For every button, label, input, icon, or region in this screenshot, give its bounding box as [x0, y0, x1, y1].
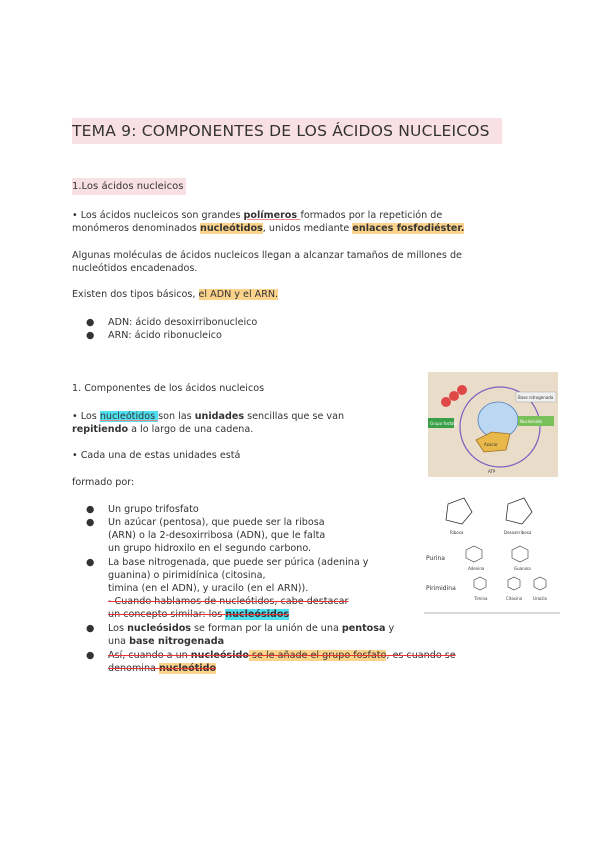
list-item-text: (ARN) o la 2-desoxirribosa (ADN), que le falta	[108, 530, 326, 541]
document-page: TEMA 9: COMPONENTES DE LOS ÁCIDOS NUCLEICOS 1.Los ácidos nucleicos • Los ácidos nucleicos son grandes polímeros formados por la repetición de monómeros denominados nucleótidos, unidos mediante enlaces fosfodiéster. Algunas moléculas de ácidos nucleicos llegan a alcanzar tamaños de millones de nucleótidos encadenados. Existen dos tipos básicos, el ADN y el ARN. ● ADN: ácido desoxirribonucleico ● ARN: ácido ribonucleico 1. Componentes de los ácidos nucleicos • Los nucleótidos son las unidades sencillas que se van repitiendo a lo largo de una cadena. • Cada una de estas unidades está formado por: ● Un grupo trifosfato ● Un azúcar (pentosa), que puede ser la ribosa (ARN) o la 2-desoxirribosa (ADN), que le falta un grupo hidroxilo en el segundo carbono. ● La base nitrogenada, que puede ser púrica (adenina y guanina) o pirimidínica (citosina, timina (en el ADN), y uracilo (en el ARN)). - Cuando hablamos de nucleótidos, cabe destacar un concepto similar: los nucleósidos ● Los nucleósidos se forman por la unión de una pentosa y una base nitrogenada ● Así, cuando a un nucleósido se le añade el grupo fosfato, es cuando se denomina nucleótido Grupo fosfato Nucleósido Base nitrogenada Azúcar ATP Ribosa Desoxirribosa Purina Pirimidina Adenina Guanina Timina Citosina Uracilo	[0, 0, 600, 848]
page-title: TEMA 9: COMPONENTES DE LOS ÁCIDOS NUCLEICOS	[72, 118, 502, 144]
figure-label: Desoxirribosa	[504, 530, 532, 535]
section-heading-1: 1.Los ácidos nucleicos	[72, 178, 186, 195]
text-run: y	[385, 623, 395, 634]
text-run: Existen dos tipos básicos,	[72, 289, 199, 300]
list-item-text: timina (en el ADN), y uracilo (en el ARN)).	[108, 583, 309, 594]
list-item-text: un grupo hidroxilo en el segundo carbono.	[108, 543, 312, 554]
figure-label: Uracilo	[533, 596, 547, 601]
text-run: formados por la repetición de	[300, 210, 443, 221]
text-run: se forman por la unión de una	[191, 623, 342, 634]
text-run: son las	[158, 411, 195, 422]
struck-text: Así, cuando a un	[108, 650, 191, 661]
paragraph-line	[72, 288, 278, 301]
figure-label: Base nitrogenada	[518, 395, 554, 400]
figure-label: Purina	[426, 555, 445, 562]
paragraph-line	[72, 423, 253, 436]
highlight-nucleotidos: nucleótidos	[199, 223, 263, 234]
figure-label: Ribosa	[450, 530, 464, 535]
list-item-text: guanina) o pirimidínica (citosina,	[108, 570, 266, 581]
list-item-text: Un azúcar (pentosa), que puede ser la ribosa	[108, 517, 325, 528]
text-run: • Los ácidos nucleicos son grandes	[72, 210, 244, 221]
figure-label: Timina	[474, 596, 488, 601]
text-run: sencillas que se van	[244, 411, 345, 422]
phosphate-icon	[457, 385, 467, 395]
text-run: una	[108, 636, 130, 647]
phosphate-icon	[441, 397, 451, 407]
highlight-adn-arn: el ADN y el ARN.	[198, 289, 279, 300]
sugars-bases-diagram	[424, 488, 560, 614]
figure-label: Grupo fosfato	[430, 421, 458, 426]
paragraph-line: • Cada una de estas unidades está	[72, 450, 241, 461]
highlight-nucleosidos: nucleósidos	[225, 609, 290, 620]
struck-text: denomina	[108, 663, 159, 674]
highlight-nucleotido: nucleótido	[158, 663, 217, 674]
bold-repitiendo: repitiendo	[72, 424, 129, 435]
bold-nucleosido: nucleósido	[190, 650, 249, 661]
figure-label: Adenina	[468, 566, 485, 571]
paragraph-line	[72, 410, 344, 423]
section-heading-2: 1. Componentes de los ácidos nucleicos	[72, 383, 265, 394]
list-item-text: ADN: ácido desoxirribonucleico	[108, 317, 258, 328]
figure-label: Guanina	[514, 566, 531, 571]
highlight-polimeros: polímeros	[243, 210, 301, 221]
text-run: , unidos mediante	[262, 223, 353, 234]
bold-nucleosidos: nucleósidos	[127, 623, 191, 634]
paragraph-line	[72, 209, 442, 222]
bold-unidades: unidades	[194, 411, 245, 422]
highlight-nucleotidos: nucleótidos	[99, 411, 159, 422]
list-item-text: Un grupo trifosfato	[108, 504, 199, 515]
figure-label: Azúcar	[484, 442, 498, 447]
text-run: monómeros denominados	[72, 223, 200, 234]
text-run: a lo largo de una cadena.	[128, 424, 254, 435]
figure-label: Citosina	[506, 596, 523, 601]
bold-base-nitrogenada: base nitrogenada	[129, 636, 225, 647]
figure-label: ATP	[488, 469, 496, 474]
paragraph-line: formado por:	[72, 477, 135, 488]
phosphate-icon	[449, 391, 459, 401]
struck-text: un concepto similar: los	[108, 609, 226, 620]
paragraph-line	[72, 222, 464, 235]
list-item-text: ARN: ácido ribonucleico	[108, 330, 222, 341]
figure-label: Nucleósido	[520, 419, 542, 424]
paragraph-line: nucleótidos encadenados.	[72, 263, 198, 274]
paragraph-line: Algunas moléculas de ácidos nucleicos llegan a alcanzar tamaños de millones de	[72, 250, 462, 261]
highlight-grupo-fosfato: se le añade el grupo fosfato	[249, 650, 387, 661]
nucleotide-diagram	[428, 372, 558, 477]
text-run: Los	[108, 623, 128, 634]
list-item-text: La base nitrogenada, que puede ser púrica (adenina y	[108, 557, 369, 568]
struck-text: - Cuando hablamos de nucleótidos, cabe destacar	[108, 596, 349, 607]
highlight-enlaces: enlaces fosfodiéster.	[352, 223, 465, 234]
bold-pentosa: pentosa	[341, 623, 386, 634]
struck-text: , es cuando se	[386, 650, 456, 661]
text-run: • Los	[72, 411, 100, 422]
figure-label: Pirimidina	[426, 585, 456, 592]
